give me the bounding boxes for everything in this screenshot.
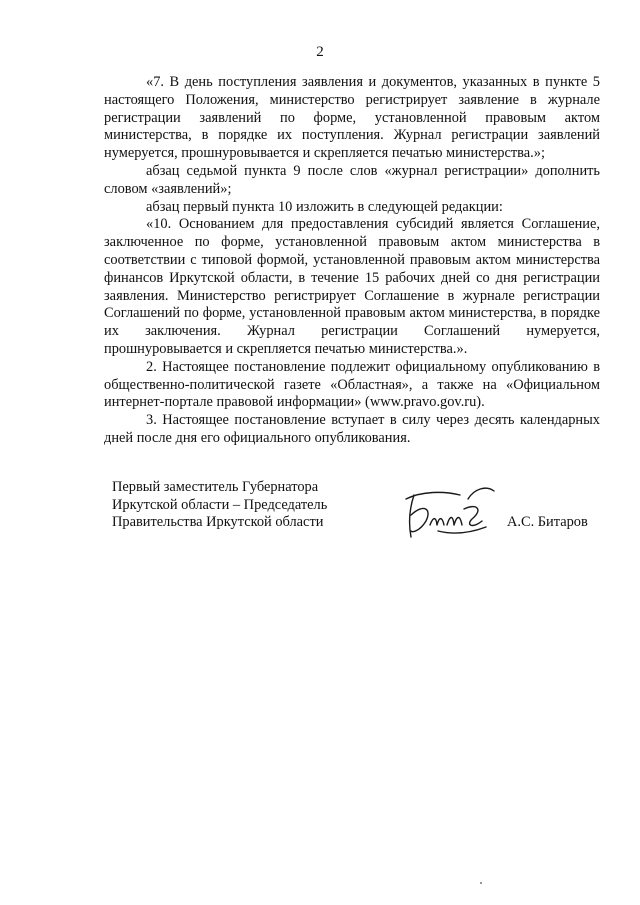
- scan-artifact-dot: [480, 882, 482, 884]
- paragraph-amendment-item-9: абзац седьмой пункта 9 после слов «журнал регистрации» дополнить словом «заявлений»;: [104, 162, 600, 197]
- signer-title-line: Правительства Иркутской области: [112, 514, 324, 530]
- signature-block: [112, 479, 602, 549]
- paragraph-amendment-item-10-intro: абзац первый пункта 10 изложить в следующей редакции:: [146, 198, 503, 215]
- handwritten-signature: [402, 485, 497, 543]
- signer-name: А.С. Битаров: [507, 514, 588, 530]
- paragraph-effective-date-clause: 3. Настоящее постановление вступает в силу через десять календарных дней после дня его официального опубликования.: [104, 412, 600, 446]
- paragraph-amendment-item-7: «7. В день поступления заявления и документов, указанных в пункте 5 настоящего Положения, министерство регистрирует заявление в журнале регистрации заявлений по форме, установленной правовым актом министерства, в порядке их поступления. Журнал регистрации заявлений нумеруется, прошнуровывается и скрепляется печатью министерства.»;: [104, 74, 600, 162]
- signer-title: [112, 479, 327, 532]
- page-number: 2: [316, 44, 324, 60]
- signer-title-line: Первый заместитель Губернатора: [112, 479, 319, 495]
- paragraph-amendment-item-10: «10. Основанием для предоставления субсидий является Соглашение, заключенное по форме, установленной правовым актом министерства в соответствии с типовой формой, установленной правовым актом министерства финансов Иркутской области, в течение 15 рабочих дней со дня регистрации заявления. Министерство регистрирует Соглашение в журнале регистрации Соглашений по форме, установленной правовым актом министерства, в порядке их заключения. Журнал регистрации Соглашений нумеруется, прошнуровывается и скрепляется печатью министерства.».: [104, 216, 600, 357]
- document-body: [104, 74, 600, 448]
- signer-title-line: Иркутской области – Председатель: [112, 496, 328, 513]
- paragraph-publication-clause: 2. Настоящее постановление подлежит официальному опубликованию в общественно-политической газете «Областная», а также на «Официальном интернет-портале правовой информации» (www.pravo.gov.ru).: [104, 358, 600, 411]
